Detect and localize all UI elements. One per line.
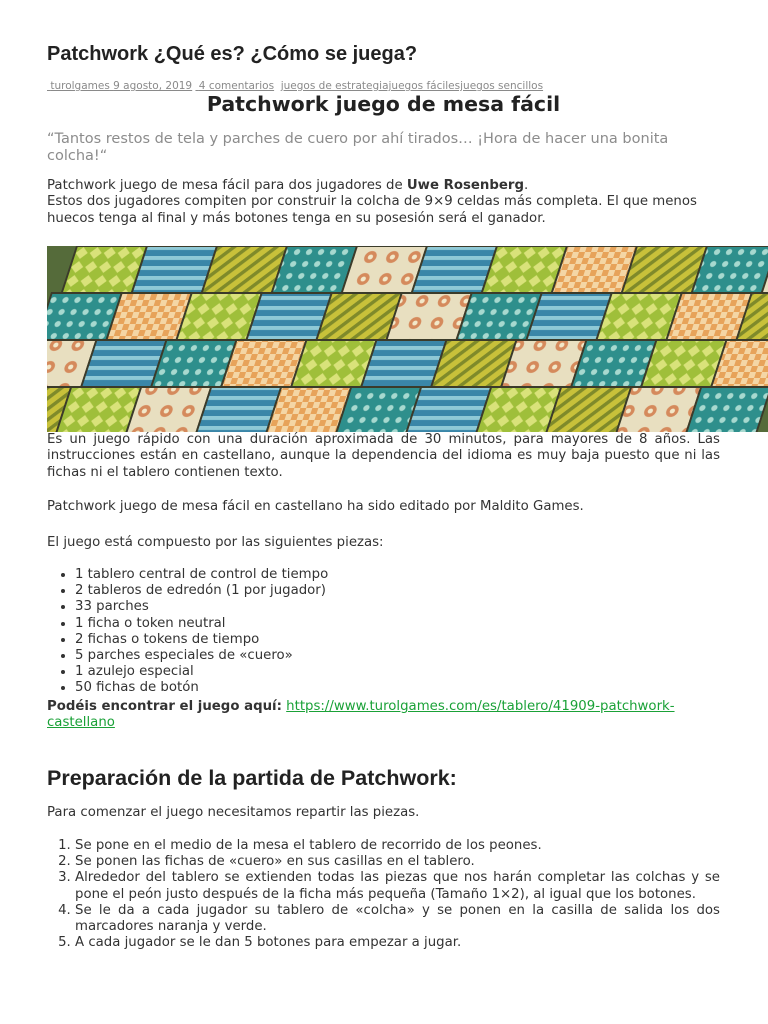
buy-label: Podéis encontrar el juego aquí:	[47, 699, 282, 714]
article-heading: Patchwork juego de mesa fácil	[206, 92, 561, 116]
list-item: 2. Se ponen las fichas de «cuero» en sus casillas en el tablero.	[75, 854, 720, 870]
section-title: Preparación de la partida de Patchwork:	[47, 766, 457, 790]
list-item: • 1 azulejo especial	[75, 664, 720, 680]
publisher-paragraph: Patchwork juego de mesa fácil en castellano ha sido editado por Maldito Games.	[47, 499, 584, 514]
list-item: • 50 fichas de botón	[75, 680, 720, 696]
setup-intro: Para comenzar el juego necesitamos repartir las piezas.	[47, 805, 420, 820]
buy-link[interactable]: https://www.turolgames.com/es/tablero/41909-patchwork-castellano	[47, 699, 675, 731]
setup-steps-list	[47, 838, 720, 951]
comments-link[interactable]	[195, 80, 274, 92]
intro-text: Patchwork juego de mesa fácil para dos jugadores de	[47, 178, 407, 193]
list-item: 1. Se pone en el medio de la mesa el tablero de recorrido de los peones.	[75, 838, 720, 854]
list-item: • 1 tablero central de control de tiempo	[75, 567, 720, 583]
list-item: • 2 tableros de edredón (1 por jugador)	[75, 583, 720, 599]
pieces-intro: El juego está compuesto por las siguientes piezas:	[47, 535, 384, 550]
categories-links[interactable]: juegos de estrategiajuegos fácilesjuegos sencillos	[280, 80, 544, 92]
intro-quote: “Tantos restos de tela y parches de cuero por ahí tirados… ¡Hora de hacer una bonita colcha!“	[47, 131, 669, 164]
duration-paragraph: Es un juego rápido con una duración aproximada de 30 minutos, para mayores de 8 años. Las instrucciones están en castellano, aunque la dependencia del idioma es muy baja puesto que ni las fichas ni el tablero contienen texto.	[47, 432, 720, 480]
comments-count[interactable]: 4 comentarios	[198, 80, 275, 92]
author-name[interactable]: turolgames	[50, 80, 110, 92]
list-item: • 1 ficha o token neutral	[75, 616, 720, 632]
post-date[interactable]: 9 agosto, 2019	[113, 80, 193, 92]
post-meta	[47, 80, 543, 92]
author-link[interactable]	[47, 80, 192, 92]
buy-paragraph	[47, 699, 720, 732]
list-item: • 33 parches	[75, 599, 720, 615]
post-title: Patchwork ¿Qué es? ¿Cómo se juega?	[47, 43, 418, 65]
list-item: 5. A cada jugador se le dan 5 botones para empezar a jugar.	[75, 935, 720, 951]
intro-period: .	[524, 178, 529, 193]
list-item: 3. Alrededor del tablero se extienden todas las piezas que nos harán completar las colchas y se pone el peón justo después de la ficha más pequeña (Tamaño 1×2), al igual que los botones.	[75, 870, 720, 902]
intro-text-2: Estos dos jugadores compiten por construir la colcha de 9×9 celdas más completa. El que menos huecos tenga al final y más botones tenga en su posesión será el ganador.	[47, 194, 697, 226]
designer-name: Uwe Rosenberg	[406, 178, 524, 193]
pieces-list	[47, 567, 720, 697]
list-item: 4. Se le da a cada jugador su tablero de «colcha» y se ponen en la casilla de salida los dos marcadores naranja y verde.	[75, 903, 720, 935]
list-item: • 2 fichas o tokens de tiempo	[75, 632, 720, 648]
patchwork-board-image	[47, 246, 768, 432]
list-item: • 5 parches especiales de «cuero»	[75, 648, 720, 664]
intro-paragraph	[47, 178, 720, 227]
